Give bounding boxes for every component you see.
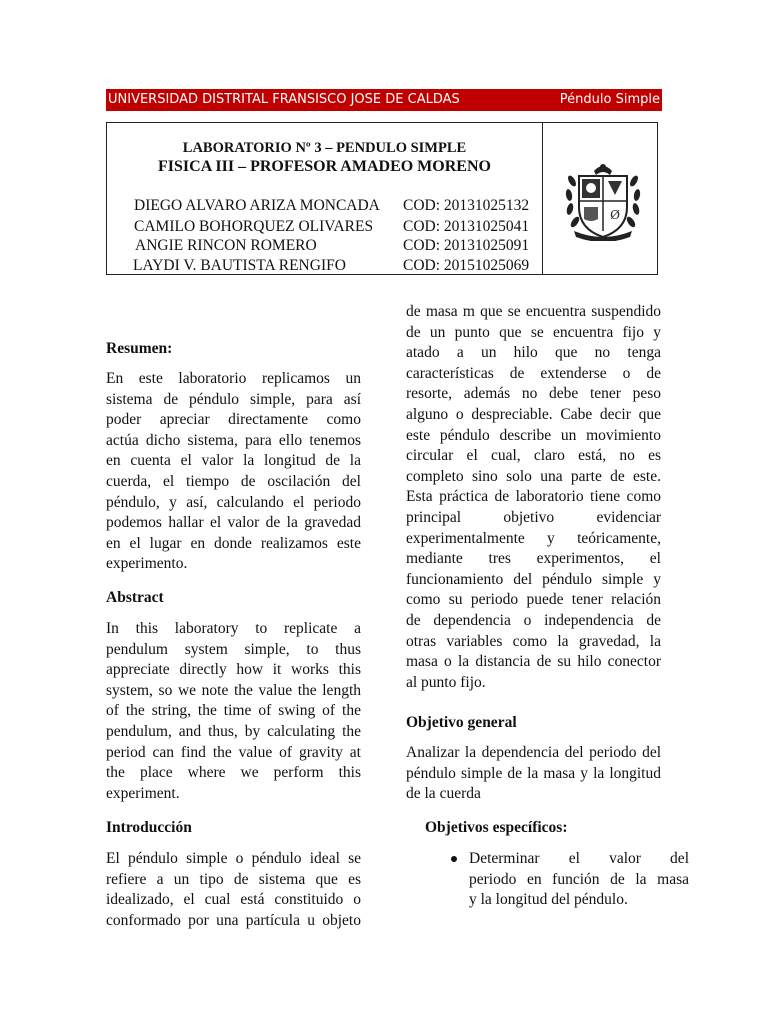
author-name: DIEGO ALVARO ARIZA MONCADA	[134, 197, 380, 214]
text-line: of the string, the time of swing of the	[106, 702, 361, 720]
intro-heading: Introducción	[106, 819, 192, 836]
author-name: CAMILO BOHORQUEZ OLIVARES	[134, 218, 374, 235]
intro-body	[106, 849, 361, 931]
text-line: de un punto que se encuentra fijo y	[406, 323, 661, 341]
resumen-heading: Resumen:	[106, 340, 173, 357]
text-line: periodo en función de la masa	[469, 870, 689, 888]
text-line: Determinar el valor del	[469, 850, 689, 867]
text-line: conformado por una partícula u objeto	[106, 911, 361, 929]
text-line: atado a un hilo que no tenga	[406, 344, 661, 362]
intro-continued	[406, 302, 661, 693]
text-line: En este laboratorio replicamos un	[106, 370, 361, 387]
text-line: péndulo, y así, calculando el periodo	[106, 493, 361, 511]
svg-text:Ø: Ø	[610, 208, 620, 222]
abstract-body	[106, 619, 361, 804]
title-block	[106, 122, 658, 275]
specific-heading: Objetivos específicos:	[425, 819, 568, 836]
text-line: en el lugar en donde realizamos este	[106, 534, 361, 552]
text-line: alguno o despreciable. Cabe decir que	[406, 405, 661, 423]
specific-section	[425, 818, 661, 839]
text-line: appreciate directly how it works this	[106, 661, 361, 679]
text-line: y la longitud del péndulo.	[469, 891, 628, 909]
author-code: COD: 20131025041	[403, 218, 530, 235]
text-line: actúa dicho sistema, para ello tenemos	[106, 431, 361, 449]
text-line: experimentalmente y teóricamente,	[406, 529, 661, 547]
objective-section	[406, 713, 661, 734]
text-line: circular el cual, claro está, no es	[406, 447, 661, 465]
text-line: pendulum, and thus, by calculating the	[106, 722, 361, 740]
text-line: como su periodo puede tener relación	[406, 591, 661, 609]
specific-objective-item	[469, 849, 689, 911]
author-name: LAYDI V. BAUTISTA RENGIFO	[133, 257, 346, 274]
text-line: de la cuerda	[406, 785, 481, 803]
bullet-icon	[451, 856, 457, 862]
text-line: system, so we note the value the length	[106, 681, 361, 699]
intro-section	[106, 818, 361, 839]
text-line: completo sino solo una parte de este.	[406, 467, 661, 485]
text-line: este péndulo describe un movimiento	[406, 426, 661, 444]
text-line: funcionamiento del péndulo simple y	[406, 570, 661, 588]
text-line: otras variables como la gravedad, la	[406, 632, 661, 650]
header-banner	[106, 89, 662, 111]
text-line: péndulo simple de la masa y la longitud	[406, 764, 661, 782]
text-line: podemos hallar el valor de la gravedad	[106, 514, 361, 532]
author-code: COD: 20151025069	[403, 257, 530, 274]
objective-body	[406, 743, 661, 805]
text-line: the place where we perform this	[106, 764, 361, 782]
text-line: al punto fijo.	[406, 673, 486, 691]
text-line: sistema de péndulo simple, para así	[106, 390, 361, 408]
author-code: COD: 20131025132	[403, 197, 530, 214]
text-line: características de extenderse o de	[406, 364, 661, 382]
text-line: idealizado, el cual está constituido o	[106, 891, 361, 909]
objective-heading: Objetivo general	[406, 714, 517, 731]
abstract-heading: Abstract	[106, 589, 164, 606]
text-line: masa o la distancia de su hilo conector	[406, 653, 661, 671]
text-line: resorte, además no debe tener peso	[406, 385, 661, 403]
text-line: de masa m que se encuentra suspendido	[406, 303, 661, 320]
author-name: ANGIE RINCON ROMERO	[135, 237, 317, 254]
text-line: El péndulo simple o péndulo ideal se	[106, 850, 361, 867]
abstract-section	[106, 588, 361, 609]
text-line: experiment.	[106, 784, 180, 802]
author-code: COD: 20131025091	[403, 237, 530, 254]
title-divider	[542, 123, 543, 274]
resumen-body	[106, 369, 361, 575]
document-topic: Péndulo Simple	[559, 92, 660, 107]
university-crest-icon	[564, 161, 642, 241]
institution-name: UNIVERSIDAD DISTRITAL FRANSISCO JOSE DE CALDAS	[108, 92, 460, 107]
text-line: Esta práctica de laboratorio tiene como	[406, 488, 661, 506]
text-line: pendulum system simple, to thus	[106, 640, 361, 658]
resumen-section	[106, 339, 361, 360]
text-line: principal objetivo evidenciar	[406, 508, 661, 526]
text-line: en cuenta el valor la longitud de la	[106, 452, 361, 470]
text-line: Analizar la dependencia del periodo del	[406, 744, 661, 761]
text-line: de dependencia o independencia de	[406, 611, 661, 629]
text-line: mediante tres experimentos, el	[406, 550, 661, 568]
course-title: FISICA III – PROFESOR AMADEO MORENO	[158, 158, 491, 175]
lab-title: LABORATORIO Nº 3 – PENDULO SIMPLE	[182, 140, 467, 156]
text-line: poder apreciar directamente como	[106, 411, 361, 429]
text-line: period can find the value of gravity at	[106, 743, 361, 761]
text-line: experimento.	[106, 555, 188, 573]
text-line: In this laboratory to replicate a	[106, 620, 361, 637]
text-line: cuerda, el tiempo de oscilación del	[106, 472, 361, 490]
text-line: refiere a un tipo de sistema que es	[106, 870, 361, 888]
